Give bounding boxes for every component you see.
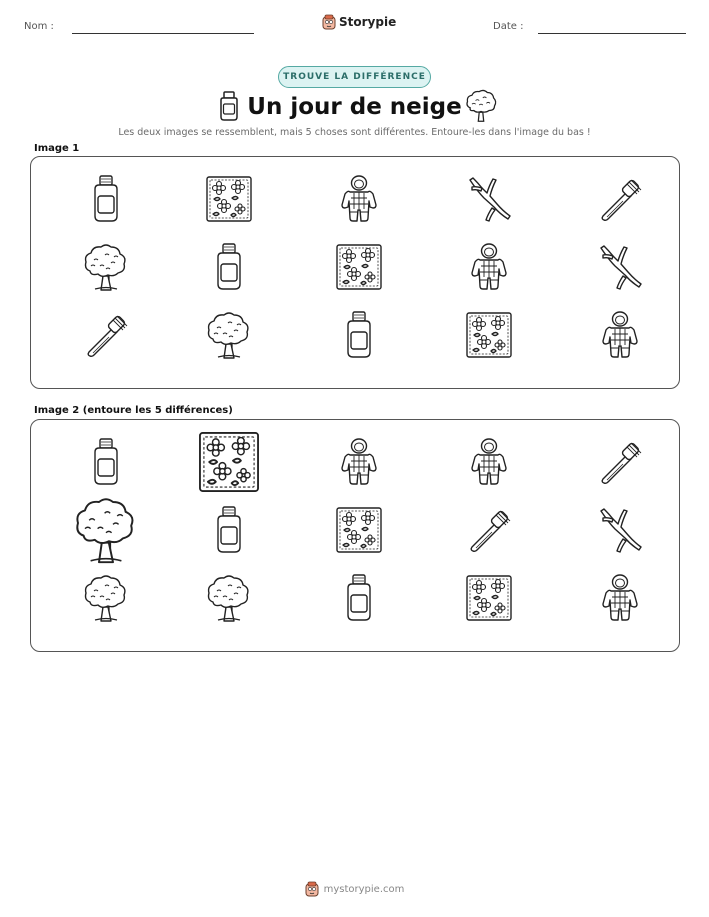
twig-icon[interactable] bbox=[595, 505, 645, 555]
image1-label: Image 1 bbox=[34, 143, 80, 154]
snowsuit-icon[interactable] bbox=[595, 573, 645, 623]
footer bbox=[0, 881, 709, 897]
tree-icon bbox=[204, 310, 254, 360]
tree-icon bbox=[463, 88, 499, 124]
footer-url: mystorypie.com bbox=[323, 883, 405, 895]
flowers-icon bbox=[464, 310, 514, 360]
tree-icon[interactable] bbox=[204, 573, 254, 623]
brand-name: Storypie bbox=[339, 15, 397, 29]
image1-panel bbox=[30, 156, 680, 389]
image2-panel[interactable] bbox=[30, 419, 680, 652]
snowsuit-icon bbox=[464, 242, 514, 292]
flowers-icon[interactable] bbox=[196, 429, 262, 495]
bottle-icon[interactable] bbox=[204, 505, 254, 555]
twig-icon bbox=[464, 174, 514, 224]
brush-icon bbox=[595, 174, 645, 224]
snowsuit-icon[interactable] bbox=[464, 437, 514, 487]
bottle-icon[interactable] bbox=[81, 437, 131, 487]
storypie-mascot-icon bbox=[305, 881, 319, 897]
instructions: Les deux images se ressemblent, mais 5 choses sont différentes. Entoure-les dans l'image du bas ! bbox=[118, 127, 591, 138]
name-label: Nom : bbox=[24, 21, 54, 32]
bottle-icon bbox=[81, 174, 131, 224]
tree-icon[interactable] bbox=[81, 573, 131, 623]
bottle-icon[interactable] bbox=[334, 573, 384, 623]
brush-icon bbox=[81, 310, 131, 360]
activity-badge: TROUVE LA DIFFÉRENCE bbox=[278, 66, 431, 88]
page-title: Un jour de neige bbox=[247, 94, 462, 120]
brand-logo bbox=[322, 13, 396, 31]
tree-icon bbox=[81, 242, 131, 292]
brush-icon[interactable] bbox=[595, 437, 645, 487]
brush-icon[interactable] bbox=[464, 505, 514, 555]
snowsuit-icon bbox=[334, 174, 384, 224]
flowers-icon[interactable] bbox=[464, 573, 514, 623]
snowsuit-icon bbox=[595, 310, 645, 360]
snowsuit-icon[interactable] bbox=[334, 437, 384, 487]
date-field-line[interactable] bbox=[538, 33, 686, 34]
twig-icon bbox=[595, 242, 645, 292]
image2-label: Image 2 (entoure les 5 différences) bbox=[34, 405, 233, 416]
name-field-line[interactable] bbox=[72, 33, 254, 34]
bottle-icon bbox=[204, 242, 254, 292]
flowers-icon bbox=[204, 174, 254, 224]
storypie-mascot-icon bbox=[322, 14, 336, 30]
flowers-icon[interactable] bbox=[334, 505, 384, 555]
tree-icon[interactable] bbox=[71, 495, 141, 565]
flowers-icon bbox=[334, 242, 384, 292]
bottle-icon bbox=[334, 310, 384, 360]
date-label: Date : bbox=[493, 21, 524, 32]
